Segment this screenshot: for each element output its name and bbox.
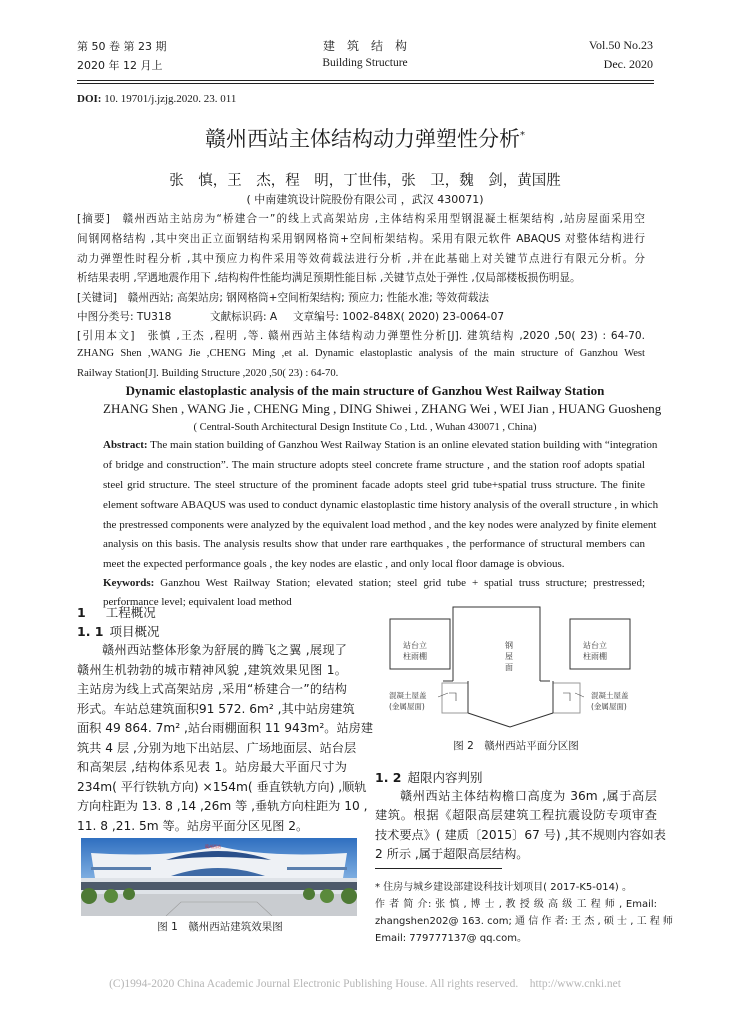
- body-line: 234m( 平行铁轨方向) ×154m( 垂直铁轨方向) ,顺轨: [77, 780, 367, 794]
- label-left-concrete-roof: [389, 690, 427, 712]
- title-footnote-mark: *: [520, 130, 525, 141]
- label-line: 面: [505, 663, 513, 672]
- doi-value: 10. 19701/j.jzjg.2020. 23. 011: [101, 93, 237, 105]
- figure-1-rendering: [81, 838, 357, 916]
- keywords-en-line: [103, 577, 645, 593]
- label-line: 钢: [505, 641, 513, 650]
- label-right-concrete-roof: [591, 690, 629, 712]
- body-line: 11. 8 ,21. 5m 等。站房平面分区见图 2。: [77, 819, 309, 833]
- label-line: 屋: [505, 652, 513, 661]
- label-right-canopy: [583, 640, 607, 662]
- journal-name-cn: 建 筑 结 构: [322, 39, 407, 53]
- body-line: 赣州西站整体形象为舒展的腾飞之翼 ,展现了: [102, 643, 347, 657]
- label-line: (金属屋面): [389, 702, 425, 711]
- footnote-email: Email: 779777137@ qq.com。: [375, 933, 527, 944]
- affiliation-en: ( Central-South Architectural Design Institute Co , Ltd. , Wuhan 430071 , China): [193, 422, 537, 433]
- clc-number: 中图分类号: TU318: [77, 311, 172, 323]
- body-line: 筑共 4 层 ,分别为地下出站层、广场地面层、站台层: [77, 741, 357, 755]
- label-line: 站台立: [403, 641, 427, 650]
- section-title: 工程概况: [105, 605, 156, 620]
- body-line: 形式。车站总建筑面积91 572. 6m² ,其中站房建筑: [77, 702, 355, 716]
- body-line: 赣州生机勃勃的城市精神风貌 ,建筑效果见图 1。: [77, 663, 347, 677]
- footnote-rule: [375, 868, 502, 869]
- figure-2-caption: 图 2 赣州西站平面分区图: [453, 740, 579, 752]
- abstract-en-line: of bridge and construction”. The main structure adopts steel concrete frame structure , and the station roof adopts spatial: [103, 459, 645, 471]
- body-line: 主站房为线上式高架站房 ,采用“桥建合一”的结构: [77, 682, 347, 696]
- footnote-funding: * 住房与城乡建设部建设科技计划项目( 2017-K5-014) 。: [375, 882, 633, 893]
- section-title: 项目概况: [109, 624, 160, 639]
- label-steel-roof: [505, 640, 513, 673]
- citation-line: [引用本文] 张慎 ,王杰 ,程明 ,等. 赣州西站主体结构动力弹塑性分析[J]. 建筑结构 ,2020 ,50( 23) : 64-70.: [77, 330, 645, 342]
- section-number: 1. 2: [375, 770, 402, 785]
- body-line: 面积 49 864. 7m² ,站台雨棚面积 11 943m²。站房建: [77, 721, 374, 735]
- journal-date-en: Dec. 2020: [603, 57, 653, 71]
- station-sign: 赣州西站: [205, 844, 221, 849]
- label-left-canopy: [403, 640, 427, 662]
- copyright-watermark: (C)1994-2020 China Academic Journal Electronic Publishing House. All rights reserved. http://www.cnki.net: [109, 978, 621, 990]
- body-line: 方向柱距为 13. 8 ,14 ,26m 等 ,垂轨方向柱距为 10 ,: [77, 799, 368, 813]
- abstract-cn-line: [摘要] 赣州西站主站房为“桥建合一”的线上式高架站房 ,主体结构采用型钢混凝土框架结构 ,站房屋面采用空: [77, 213, 645, 225]
- body-line: 建筑。根据《超限高层建筑工程抗震设防专项审查: [375, 808, 657, 822]
- affiliation-cn: ( 中南建筑设计院股份有限公司 ，武汉 430071): [246, 193, 484, 206]
- section-number: 1: [77, 605, 86, 620]
- paper-title-cn: [0, 123, 730, 153]
- body-line: 和高架层 ,结构体系见表 1。站房最大平面尺寸为: [77, 760, 347, 774]
- authors-cn: 张 慎，王 杰，程 明，丁世伟，张 卫，魏 剑，黄国胜: [169, 173, 561, 189]
- body-line: 赣州西站主体结构檐口高度为 36m ,属于高层: [400, 789, 657, 803]
- label-line: 混凝土屋盖: [591, 691, 629, 700]
- label-line: (金属屋面): [591, 702, 627, 711]
- citation-line: Railway Station[J]. Building Structure ,2020 ,50( 23) : 64-70.: [77, 368, 339, 379]
- abstract-en-line: steel grid structure. The steel structure of the prominent facade adopts steel grid tube+spatial truss structure. The finite: [103, 479, 645, 491]
- label-line: 柱雨棚: [583, 652, 607, 661]
- abstract-en-line: the prestressed components were analyzed by the equivalent load method , and the key nodes were analyzed by finite element: [103, 519, 657, 531]
- doi: [77, 93, 236, 105]
- abstract-en-text: The main station building of Ganzhou West Railway Station is an online elevated station building with “integration: [147, 439, 658, 451]
- label-line: 混凝土屋盖: [389, 691, 427, 700]
- doi-label: DOI:: [77, 93, 102, 105]
- footnote-author: 作 者 简 介: 张 慎 , 博 士 , 教 授 级 高 级 工 程 师 , Email:: [375, 899, 657, 910]
- body-line: 技术要点》( 建质〔2015〕67 号) ,其不规则内容如表: [375, 828, 666, 842]
- label-line: 柱雨棚: [403, 652, 427, 661]
- authors-en: ZHANG Shen , WANG Jie , CHENG Ming , DING Shiwei , ZHANG Wei , WEI Jian , HUANG Guosheng: [103, 401, 662, 416]
- keywords-en-label: Keywords:: [103, 577, 155, 589]
- body-line: 2 所示 ,属于超限高层结构。: [375, 847, 529, 861]
- abstract-en-label: Abstract:: [103, 439, 148, 451]
- abstract-en-line: analysis on this basis. The analysis results show that under rare earthquakes , the performance of structural members can: [103, 538, 645, 550]
- label-line: 站台立: [583, 641, 607, 650]
- abstract-cn-line: 间钢网格结构 ,其中突出正立面钢结构采用钢网格筒+空间桁架结构。采用有限元软件 ABAQUS 对整体结构进行: [77, 233, 645, 245]
- journal-name-en: Building Structure: [322, 57, 408, 69]
- journal-date-cn: 2020 年 12 月上: [77, 59, 163, 72]
- figure-2-zoning-diagram: [370, 600, 670, 735]
- keywords-cn: [关键词] 赣州西站; 高架站房; 钢网格筒+空间桁架结构; 预应力; 性能水准; 等效荷载法: [77, 292, 490, 304]
- header-rule: [77, 80, 654, 81]
- citation-line: ZHANG Shen ,WANG Jie ,CHENG Ming ,et al. Dynamic elastoplastic analysis of the main structure of Ganzhou West: [77, 348, 645, 359]
- journal-volume-en: Vol.50 No.23: [588, 38, 653, 52]
- header-rule-thin: [77, 83, 654, 84]
- section-heading-1-2: [375, 768, 483, 786]
- figure-1-caption: 图 1 赣州西站建筑效果图: [157, 921, 283, 933]
- abstract-en-line: element software ABAQUS was used to conduct dynamic elastoplastic time history analysis of the overall structure , in which: [103, 499, 659, 511]
- abstract-en-line: meet the expected performance goals , the key nodes are elastic , and only local floor damage is obvious.: [103, 558, 565, 570]
- keywords-en-line: performance level; equivalent load method: [103, 596, 292, 608]
- abstract-cn-line: 析结果表明 ,罕遇地震作用下 ,结构构件性能均满足预期性能目标 ,关键节点处于弹性 ,仅局部楼板损伤明显。: [77, 272, 581, 284]
- paper-title-en: Dynamic elastoplastic analysis of the main structure of Ganzhou West Railway Station: [125, 383, 605, 398]
- article-number: 文章编号: 1002-848X( 2020) 23-0064-07: [293, 311, 505, 323]
- footnote-author: zhangshen202@ 163. com; 通 信 作 者: 王 杰 , 硕 士 , 工 程 师: [375, 916, 673, 927]
- steel-roof-zone: [453, 607, 540, 681]
- section-number: 1. 1: [77, 624, 104, 639]
- abstract-en-line: [103, 439, 658, 455]
- document-code: 文献标识码: A: [210, 311, 278, 323]
- section-heading-1-1: [77, 622, 160, 640]
- keywords-en-text: Ganzhou West Railway Station; elevated station; steel grid tube + spatial truss structure; prestressed;: [154, 577, 645, 589]
- section-title: 超限内容判别: [407, 770, 483, 785]
- title-text: 赣州西站主体结构动力弹塑性分析: [205, 127, 520, 151]
- journal-volume-cn: 第 50 卷 第 23 期: [77, 40, 167, 53]
- abstract-cn-line: 动力弹塑性时程分析 ,其中预应力构件采用等效荷载法进行分析 ,并在此基础上对关键节点进行有限元分析。分: [77, 253, 645, 265]
- section-heading-1: [77, 603, 156, 621]
